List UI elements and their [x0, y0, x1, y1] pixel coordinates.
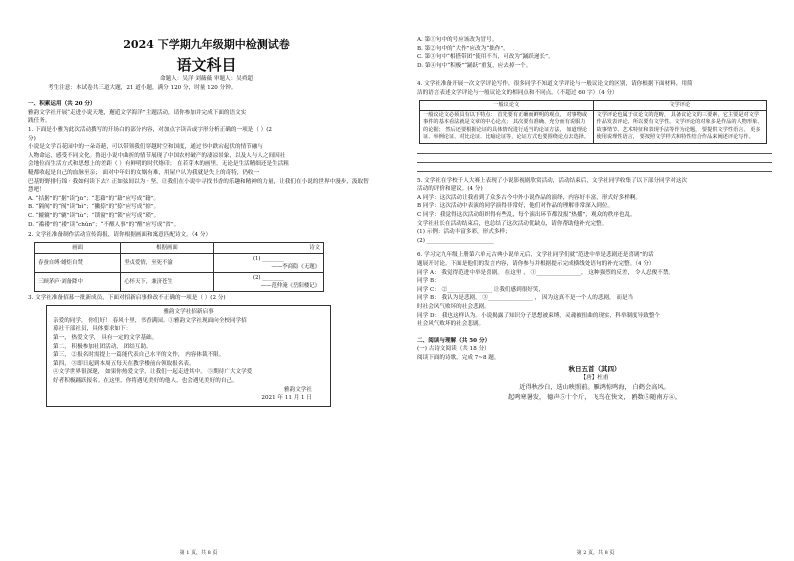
- section-2-heading: 二、阅读与理解（共 50 分）: [417, 337, 491, 344]
- q1-passage-4: 糙都收起是自己的血脉至亲； 面对中年妇的女娲有难，用屋户认为我就是失上的奇特，仍收一: [28, 169, 260, 176]
- question-5-cont: 活动的评价和建议。(4 分): [417, 186, 483, 193]
- q1-passage-6: 慧吧！: [28, 187, 45, 194]
- notice-date: 2021 年 11 月 1 日: [261, 395, 312, 402]
- exam-notice: 考生注意：本试卷共三道大题，21 道小题，满分 120 分，时量 120 分钟。: [48, 84, 237, 91]
- col-head-review: 文学评论: [593, 100, 767, 110]
- q3-option-a[interactable]: A. 第①句中的号应该改为冒号。: [417, 37, 498, 43]
- notice-line: 第四， ③即日起到本周五每天在教学楼前台领取报名表。: [53, 360, 195, 367]
- table-row: [35, 272, 324, 291]
- q3-option-b[interactable]: B. 第②句中的“大作”应改为“拙作”。: [417, 45, 509, 52]
- answer-line[interactable]: [417, 146, 772, 154]
- q6-student-b2[interactable]: 同学 B： 我认为是悲剧。 ③________________ ， 因为这真不是一个人的悲剧， 而是当: [417, 295, 634, 302]
- q3-option-c[interactable]: C. 第③句中“相搭带团”使用不当，可改为“踊跃递长”。: [417, 54, 554, 61]
- subsection-heading: (一) 古诗文阅读（共 18 分）: [417, 346, 490, 353]
- question-1-score: 分): [28, 135, 36, 142]
- notice-line: 亲爱的同学， 你们好！ 春风十里，书香满园。①雅韵文学社现面向全校同学招: [53, 317, 247, 324]
- answer-blank-2[interactable]: (2) ________: [252, 274, 284, 281]
- notice-line: 好者积极踊跃报名。在这里，你将遇见美好的他人，也会遇见美好的自己。: [53, 378, 238, 385]
- q5-student-a: A 同学：这次活动让我看到了众多古今中外小说作品的演绎，内容好丰富，形式好多样啊。: [417, 194, 641, 201]
- q6-student-b2-cont: 时社会风气败坏的社会悲剧。: [417, 303, 490, 310]
- poem-source: ——李商隐《无题》: [271, 263, 320, 270]
- poem-author: 【唐】杜甫: [580, 375, 609, 382]
- cell-picture: 三顾茅庐·刘备降中: [35, 272, 121, 291]
- question-4: 4. 文学社准备开展一次文学评论写作，很多同学不知道文学评论与一般议论文的区别，请你根据下面材料，用简: [417, 81, 693, 88]
- q6-student-b-label: 同学 B：: [417, 278, 440, 285]
- q5-student-b: B 同学：这次活动中表演的同学演得非常好，他们对作品的理解非常深入到位。: [417, 203, 614, 210]
- q3-option-d[interactable]: D. 第④句中“积极”“踊跃”重复，应去掉一个。: [417, 62, 532, 69]
- poster-table: [34, 242, 324, 292]
- notice-line: 第一， 热爱文学， 具有一定的文学基础。: [53, 335, 158, 342]
- question-2: 2. 文学社准备制作活动宣传海报，请你根据画面和寓意匹配诗文。（4 分）: [28, 232, 212, 239]
- cell-meaning: 心怀天下，兼济苍生: [121, 272, 213, 291]
- notice-title: 雅韵文学社招新启事: [163, 309, 214, 316]
- cell-picture: 春蚕自缚·蜡炬自焚: [35, 253, 121, 272]
- q1-option-d[interactable]: D. “褴褛”的“褛”读“chǔn”；“不醒人事”的“醒”应写成“省”。: [28, 221, 180, 228]
- exam-authors: 命题人：吴洋 刘薇薇 审题人：吴舜超: [159, 76, 254, 82]
- q6-student-d-cont: 社会风气败坏的社会悲剧。: [417, 321, 485, 328]
- notice-signature: 雅韵文学社: [284, 386, 312, 393]
- q1-passage-5: 巴基野野排行锦 · 我如何读下去？正如弦间以为 · 坚，让我们在小说中寻找书香的乐趣和精神的力量，让我们在小说的世界中漫步，汲取智: [28, 178, 369, 185]
- q5-answer-2[interactable]: (2) ________________________: [417, 237, 494, 244]
- answer-line[interactable]: [417, 164, 772, 172]
- q1-passage-1: 小说是文学百花园中的一朵奇葩，可以带领我们穿越时空和国度，通过书中跌宕起伏的情节融与: [28, 144, 263, 151]
- question-3: 3. 文学社准备招募一批新成员，下面对招新启事修改不正确的一项是（ ）(2 分): [28, 294, 226, 301]
- notice-line: 第二， 积极参加社团活动， 团结互助。: [53, 343, 152, 350]
- col-head-essay: 一般议论文: [420, 100, 594, 110]
- q6-student-c[interactable]: 同学 C： ②________________ 让我们感到很好笑，: [417, 286, 545, 293]
- poem-line-1: 近得秋沙白，迭山映照前。雁鸿惊鸣海， 白鹤会高风。: [519, 384, 670, 392]
- cell-essay: 一般议论文必须具有以下特点： 首先要有正确而鲜明的观点， 对事物或事件的基本看法就是文章的中心论点； 其次要有准确、充分而有说服力的论据； 然后还要根据论证的具体情况进行适当的论证方法， 如道理论证、举例论证、对比论证、比喻论证等，论证方式也要围绕论点去选择。: [420, 110, 594, 143]
- intro-line-1: 雅韵文学社开展“走进小说天地，邂逅文学海洋”主题活动，请你参加并完成下面的语文实: [28, 109, 247, 116]
- col-head-poem: 诗文: [213, 242, 323, 253]
- q1-passage-3: 会地位而生活方式和思想上的差距（ ）有鲜明的时代烙印； 在若芽木的画里，无论是生活精细还是生活粗: [28, 161, 289, 168]
- col-head-picture: 画面: [35, 242, 121, 253]
- question-6-cont: 题展开讨论。下面是他们的发言内容，请你参与并根据提示完成横线处语句的补充完整。（4 分）: [417, 260, 655, 267]
- cell-meaning: 坚贞爱情，至死不渝: [121, 253, 213, 272]
- question-4-cont: 洁的语言表述文学评论与一般议论文的相同点和不同点。（不超过 60 字）（4 分）: [417, 89, 618, 96]
- q1-passage-2: 人物命运，感受不同文化。鲁迅小说中曲折的情节展现了中国农村破产的凄凉景象，以及人与人之间因社: [28, 152, 286, 159]
- q5-answer-1: (1) 示例：活动丰富多彩，形式多样；: [417, 229, 511, 236]
- q1-option-a[interactable]: A. “拮据”的“据”读“jū”；“悲藉”的“藉”应写成“籍”。: [28, 195, 160, 202]
- intro-line-2: 践任务。: [28, 118, 51, 125]
- cell-poem: [213, 272, 323, 291]
- recruit-notice: [46, 305, 331, 407]
- answer-blank-1[interactable]: (1) ________: [252, 255, 284, 262]
- q6-student-d: 同学 D： 我也这样认为。小说揭露了知识分子思想被束缚，灵魂被扭曲的现实，科举制度导致整个: [417, 312, 660, 319]
- col-head-meaning: 根据画面: [121, 242, 213, 253]
- cell-poem: [213, 253, 323, 272]
- poem-title: 秋日五首（其四）: [568, 365, 621, 374]
- q1-option-b[interactable]: B. “隔阂”的“阂”读“bǐ”；“撇捺”的“捺”应写成“掠”。: [28, 204, 160, 211]
- page-footer-1: 第 1 页，共 8 页: [179, 550, 218, 556]
- exam-title: 2024 下学期九年级期中检测试卷: [123, 38, 290, 51]
- essay-compare-table: [419, 100, 767, 144]
- q5-student-c: C 同学：我觉得这次活动组织得有些乱，每个演出环节都没报“热播”，观众的秩序也乱。: [417, 211, 636, 218]
- section-1-heading: 一、积累运用（共 20 分）: [28, 101, 96, 108]
- q1-option-c[interactable]: C. “辘辘”的“辘”读“lù”；“锁窗”的“锁”应写成“琐”。: [28, 212, 160, 219]
- notice-line: 第三， ②报名时需提上一篇能代表自己水平的文作， 内容体裁不限。: [53, 352, 225, 359]
- q5-summary: 文学社社长在活动结束后，也总结了这次活动优缺点，请你帮助他补充完整。: [417, 220, 608, 227]
- right-page: [397, 0, 794, 561]
- subsection-instruction: 阅读下面的诗歌，完成 7~8 题。: [417, 354, 500, 361]
- notice-line: ④文学世界很深邃， 如果你热爱文学，让我们一起走进其中。 ⑤期待广大文学爱: [53, 369, 253, 376]
- cell-review: 文学评论也属于议论文的范畴， 具备议论文的三要素，它主要是对文学作品发表评论，所以要有文学性。文学评论的对象多是作品的人物形象、故事情节、艺术特征和表现手法等作为论题， 要提供文学性语言， 更多使用说理性语言， 要按照文学样式和特性结合作品来阐述评论写作。: [593, 110, 767, 143]
- question-1: 1. 下面是小雅为此次活动撰写的开场白的部分内容，对加点字读音或字形分析正确的一项是（ ）(2: [28, 126, 272, 133]
- exam-subject: 语文科目: [176, 56, 237, 74]
- q6-student-a[interactable]: 同学 A： 我觉得范进中举是喜剧。 在这里 ， ①________________， 这种强烈的反差， 令人忍俊不禁。: [417, 269, 675, 276]
- table-row: [35, 253, 324, 272]
- table-row: [420, 110, 767, 143]
- question-6: 6. 学习完九年级上册第六单元古典小说单元后，文学社同学们就“范进中举是悲剧还是喜剧”的话: [417, 252, 654, 259]
- page-footer-2: 第 2 页，共 8 页: [576, 550, 615, 556]
- question-5: 5. 文学社在学校千人大赛上表现了小说影视剧欣赏活动，活动结束后，文学社同学收集了以下部分同学对这次: [417, 177, 688, 184]
- poem-source: ——范仲淹《岳阳楼记》: [260, 282, 320, 289]
- poem-line-2: 起鸣寒暑发， 德声⑤十个斤， 飞鸟在快文， 鸥数⑤随南方④。: [508, 394, 681, 402]
- notice-line: 募社干部社员，具体要求如下：: [53, 326, 132, 333]
- answer-line[interactable]: [417, 155, 772, 163]
